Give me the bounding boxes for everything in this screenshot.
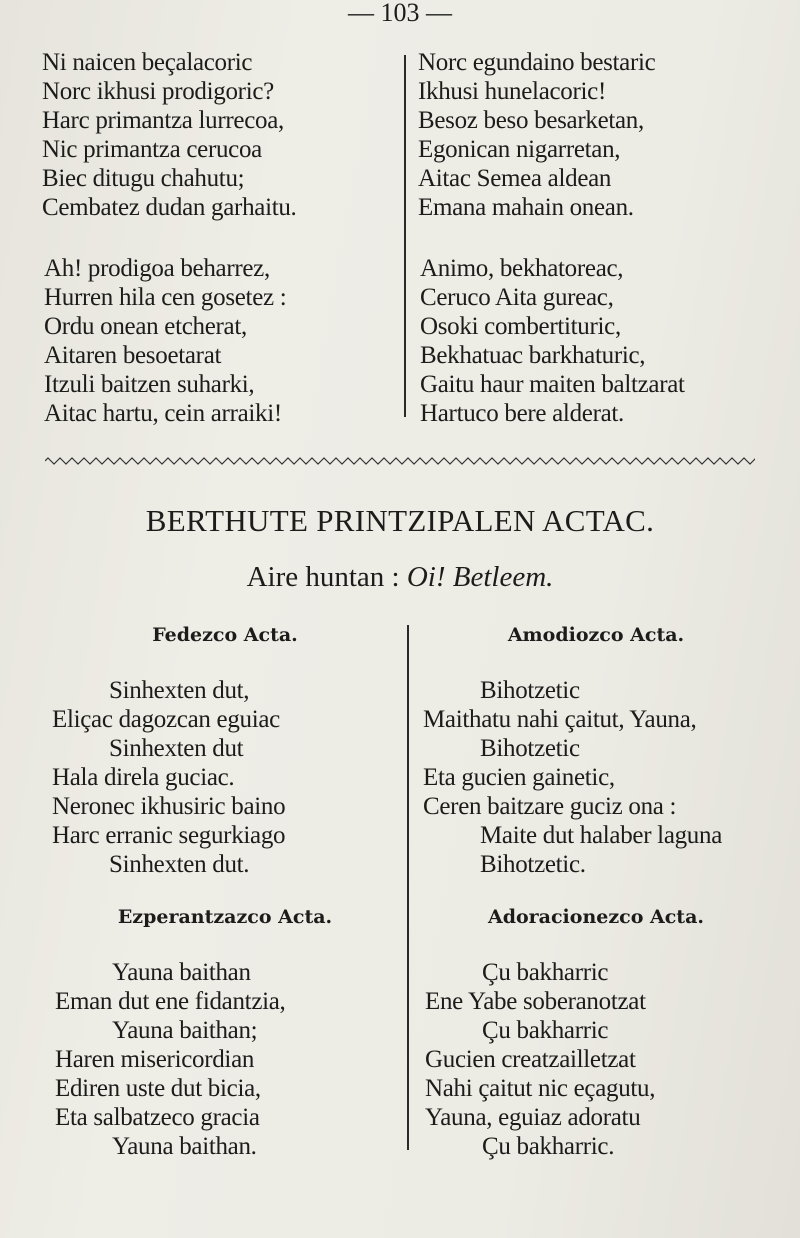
verse-line: Aitaren besoetarat xyxy=(44,342,222,369)
verse-line: Hurren hila cen gosetez : xyxy=(44,284,287,311)
verse-line: Bekhatuac barkhaturic, xyxy=(420,342,646,369)
act-heading: Ezperantzazco Acta. xyxy=(117,906,333,928)
verse-line: Bihotzetic. xyxy=(480,851,586,878)
verse-line: Norc egundaino bestaric xyxy=(418,49,656,76)
verse-line: Çu bakharric xyxy=(482,1017,609,1044)
stanza xyxy=(420,254,685,428)
verse-line: Yauna, eguiaz adoratu xyxy=(425,1104,641,1131)
verse-line: Nic primantza cerucoa xyxy=(42,136,262,163)
verse-line: Animo, bekhatoreac, xyxy=(420,255,624,282)
verse-line: Ediren uste dut bicia, xyxy=(55,1075,261,1102)
subtitle-tune: Oi! Betleem. xyxy=(406,561,554,593)
verse-line: Ordu onean etcherat, xyxy=(44,313,247,340)
subtitle-prefix: Aire huntan : xyxy=(246,561,407,593)
wavy-rule-divider xyxy=(45,455,755,467)
verse-line: Harc erranic segurkiago xyxy=(52,822,286,849)
act-heading: Amodiozco Acta. xyxy=(507,624,685,646)
verse-line: Ceruco Aita gureac, xyxy=(420,284,614,311)
verse-line: Harc primantza lurrecoa, xyxy=(42,107,284,134)
stanza xyxy=(44,254,286,428)
verse-line: Itzuli baitzen suharki, xyxy=(44,371,255,398)
act-heading: Fedezco Acta. xyxy=(152,624,298,646)
verse-line: Biec ditugu chahutu; xyxy=(42,165,245,192)
verse-line: Bihotzetic xyxy=(480,735,580,762)
verse-line: Gaitu haur maiten baltzarat xyxy=(420,371,685,398)
verse-line: Sinhexten dut. xyxy=(109,851,250,878)
verse-line: Aitac Semea aldean xyxy=(418,165,612,192)
verse-line: Nahi çaitut nic eçagutu, xyxy=(425,1075,656,1102)
verse-line: Neronec ikhusiric baino xyxy=(52,793,286,820)
verse-line: Gucien creatzailletzat xyxy=(425,1046,636,1073)
verse-line: Emana mahain onean. xyxy=(418,194,634,221)
verse-line: Haren misericordian xyxy=(55,1046,255,1073)
act-verse xyxy=(52,676,285,879)
verse-line: Eliçac dagozcan eguiac xyxy=(52,706,280,733)
verse-line: Ah! prodigoa beharrez, xyxy=(44,255,270,282)
verse-line: Sinhexten dut, xyxy=(109,677,250,704)
verse-line: Osoki combertituric, xyxy=(420,313,621,340)
verse-line: Norc ikhusi prodigoric? xyxy=(42,78,274,105)
column-divider xyxy=(404,55,406,417)
act-verse xyxy=(425,958,655,1161)
stanza xyxy=(42,48,297,222)
verse-line: Ikhusi hunelacoric! xyxy=(418,78,606,105)
verse-line: Besoz beso besarketan, xyxy=(418,107,644,134)
verse-line: Yauna baithan. xyxy=(112,1133,257,1160)
verse-line: Eta salbatzeco gracia xyxy=(55,1104,260,1131)
act-heading: Adoracionezco Acta. xyxy=(487,906,705,928)
act-verse xyxy=(423,676,722,879)
verse-line: Sinhexten dut xyxy=(109,735,244,762)
section-subtitle xyxy=(0,561,800,594)
verse-line: Ni naicen beçalacoric xyxy=(42,49,253,76)
verse-line: Maite dut halaber laguna xyxy=(480,822,723,849)
verse-line: Eman dut ene fidantzia, xyxy=(55,988,286,1015)
verse-line: Cembatez dudan garhaitu. xyxy=(42,194,297,221)
verse-line: Yauna baithan xyxy=(112,959,251,986)
verse-line: Aitac hartu, cein arraiki! xyxy=(44,400,282,427)
verse-line: Maithatu nahi çaitut, Yauna, xyxy=(423,706,697,733)
verse-line: Egonican nigarretan, xyxy=(418,136,621,163)
verse-line: Çu bakharric. xyxy=(482,1133,615,1160)
verse-line: Yauna baithan; xyxy=(112,1017,258,1044)
verse-line: Çu bakharric xyxy=(482,959,609,986)
verse-line: Ceren baitzare guciz ona : xyxy=(423,793,677,820)
verse-line: Ene Yabe soberanotzat xyxy=(425,988,646,1015)
stanza xyxy=(418,48,655,222)
verse-line: Eta gucien gainetic, xyxy=(423,764,615,791)
section-title: BERTHUTE PRINTZIPALEN ACTAC. xyxy=(145,503,655,538)
verse-line: Hartuco bere alderat. xyxy=(420,400,624,427)
act-verse xyxy=(55,958,286,1161)
verse-line: Hala direla guciac. xyxy=(52,764,235,791)
page-number: — 103 — xyxy=(348,0,452,27)
column-divider xyxy=(407,625,409,1150)
verse-line: Bihotzetic xyxy=(480,677,580,704)
